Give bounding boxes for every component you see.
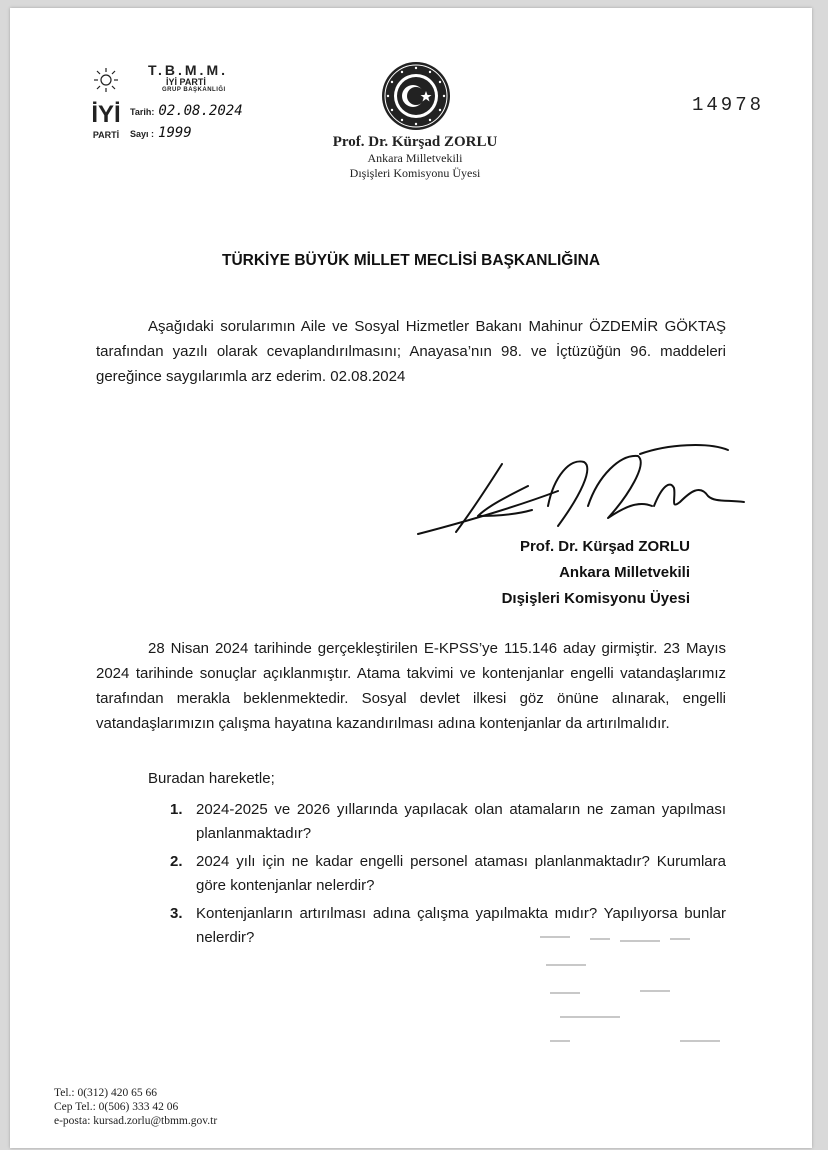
signature-line2: Dışişleri Komisyonu Üyesi: [501, 590, 690, 607]
faint-redacted-marks: [530, 928, 740, 1058]
question-text: 2024-2025 ve 2026 yıllarında yapılacak olan atamaların ne zaman yapılması planlanmaktadır?: [196, 801, 726, 842]
context-paragraph: 28 Nisan 2024 tarihinde gerçekleştirilen E-KPSS’ye 115.146 aday girmiştir. 23 Mayıs 2024 tarihinde sonuçlar açıklanmıştır. Atama takvimi ve kontenjanlar engelli vatandaşlarımız tarafından merakla beklenmektedir. Sosyal devlet ilkesi göz önüne alınarak, engelli vatandaşlarımızın çalışma hayatına kazandırılması adına kontenjanlar da artırılmalıdır.: [96, 640, 726, 732]
question-item: [170, 798, 726, 846]
signature-block: [450, 534, 690, 612]
stamp-group: GRUP BAŞKANLIĞI: [162, 87, 226, 93]
intro-line: Buradan hareketle;: [148, 770, 275, 787]
iyi-party-logo: [76, 64, 136, 144]
question-item: [170, 850, 726, 898]
handwritten-signature: [408, 436, 748, 546]
document-title: TÜRKİYE BÜYÜK MİLLET MECLİSİ BAŞKANLIĞINA: [221, 252, 601, 269]
contact-mobile: Cep Tel.: 0(506) 333 42 06: [54, 1101, 179, 1113]
contact-email: e-posta: kursad.zorlu@tbmm.gov.tr: [54, 1115, 218, 1127]
tbmm-seal-icon: [380, 60, 452, 132]
document-number: 14978: [691, 94, 764, 116]
contact-tel: Tel.: 0(312) 420 65 66: [54, 1087, 158, 1099]
signature-line1: Ankara Milletvekili: [559, 564, 690, 581]
question-number: 1.: [170, 801, 183, 818]
request-paragraph: Aşağıdaki sorularımın Aile ve Sosyal Hizmetler Bakanı Mahinur ÖZDEMİR GÖKTAŞ tarafından yazılı olarak cevaplandırılmasını; Anayasa’nın 98. ve İçtüzüğün 96. maddeleri gereğince saygılarımla arz ederim. 02.08.2024: [96, 318, 726, 385]
letterhead: [300, 134, 530, 181]
contact-info: [54, 1086, 217, 1128]
iyi-logo-text: İYİ: [91, 101, 121, 128]
iyi-logo-sub: PARTİ: [92, 130, 120, 140]
document-page: [10, 8, 812, 1148]
letterhead-line1: Ankara Milletvekili: [367, 151, 463, 165]
stamp-date-value: 02.08.2024: [158, 103, 243, 119]
question-text: 2024 yılı için ne kadar engelli personel ataması planlanmaktadır? Kurumlara göre kontenjanlar nelerdir?: [196, 853, 726, 894]
letterhead-name: Prof. Dr. Kürşad ZORLU: [332, 134, 498, 150]
stamp-date-label: Tarih:: [130, 107, 155, 117]
signature-name: Prof. Dr. Kürşad ZORLU: [519, 538, 690, 555]
registry-stamp: [130, 62, 270, 141]
stamp-no-value: 1999: [158, 125, 192, 141]
question-number: 2.: [170, 853, 183, 870]
stamp-no-label: Sayı :: [130, 129, 155, 139]
stamp-tbmm: T.B.M.M.: [148, 62, 228, 78]
question-text: Kontenjanların artırılması adına çalışma yapılmakta mıdır? Yapılıyorsa bunlar nelerdir?: [196, 905, 726, 946]
letterhead-line2: Dışişleri Komisyonu Üyesi: [349, 166, 481, 180]
question-number: 3.: [170, 905, 183, 922]
stamp-party: İYİ PARTİ: [166, 77, 206, 87]
